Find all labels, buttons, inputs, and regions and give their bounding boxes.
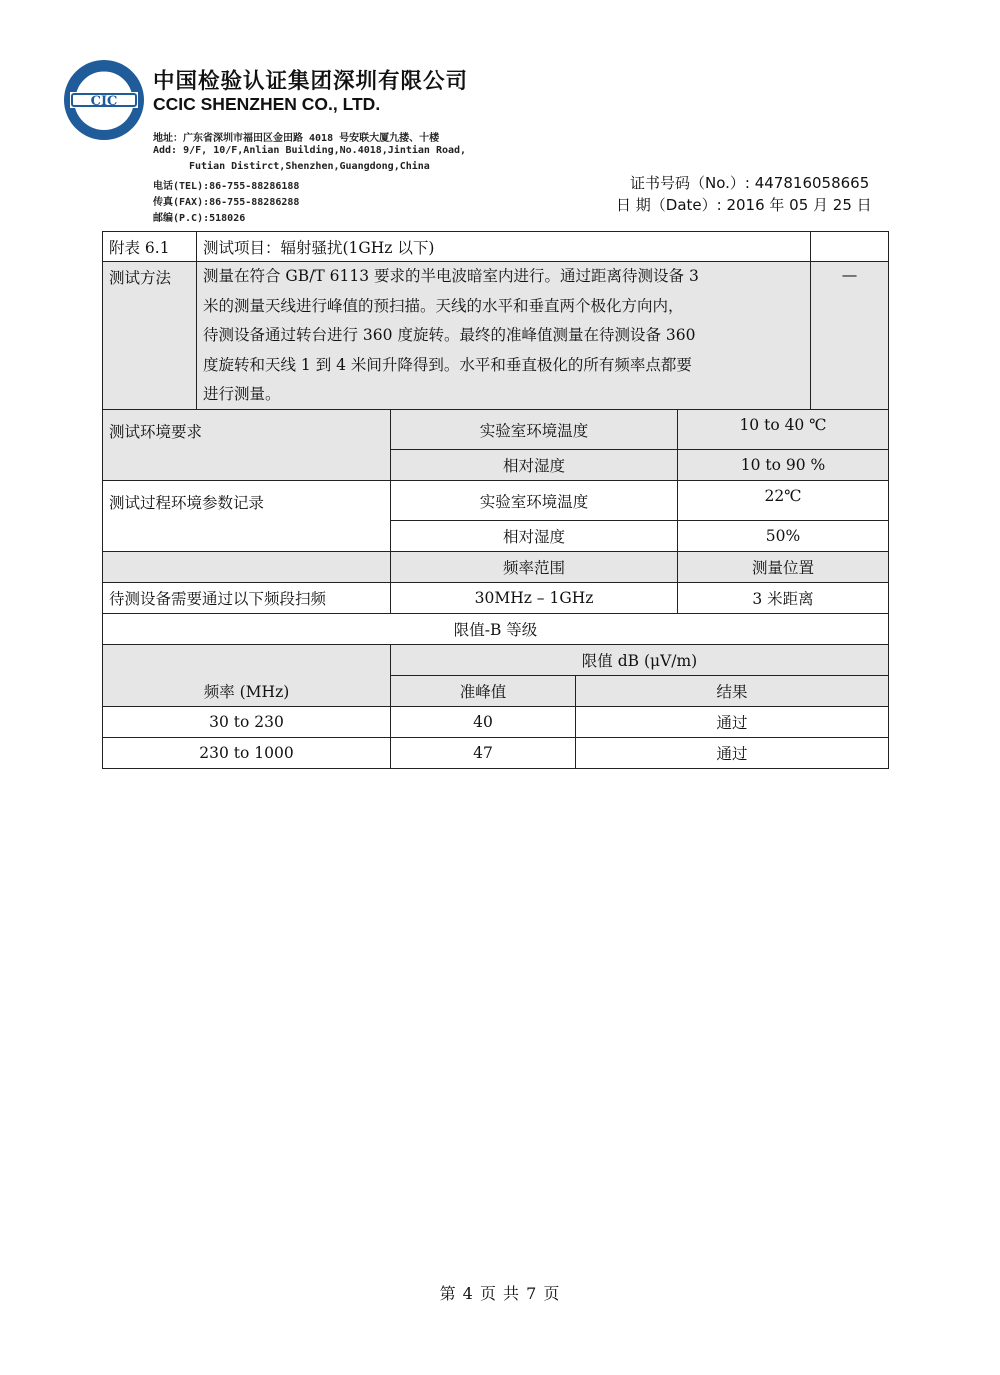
table-row <box>103 614 889 645</box>
table-row <box>103 645 889 676</box>
report-header <box>0 0 1000 230</box>
address-en-line-1: Add: 9/F, 10/F,Anlian Building,No.4018,Jintian Road, <box>153 145 467 156</box>
limit-header: 限值 dB (μV/m) <box>391 645 889 676</box>
postcode: 邮编(P.C):518026 <box>153 213 246 224</box>
measure-position: 3 米距离 <box>678 583 889 614</box>
logo-text: CIC <box>90 94 118 109</box>
lab-temp-record: 22℃ <box>678 481 889 521</box>
method-line: 待测设备通过转台进行 360 度旋转。最终的准峰值测量在待测设备 360 <box>203 326 696 344</box>
limit-result: 通过 <box>576 707 889 738</box>
freq-range-label: 频率范围 <box>391 552 678 583</box>
lab-temp-label: 实验室环境温度 <box>391 410 678 450</box>
ccic-logo-icon <box>62 58 146 142</box>
fax: 传真(FAX):86-755-88286288 <box>153 197 300 208</box>
certificate-date: 日 期（Date）: 2016 年 05 月 25 日 <box>616 196 872 214</box>
lab-temp-label: 实验室环境温度 <box>391 481 678 521</box>
humidity-record: 50% <box>678 521 889 552</box>
table-row <box>103 583 889 614</box>
scan-row-label: 待测设备需要通过以下频段扫频 <box>103 583 391 614</box>
test-item: 测试项目：辐射骚扰(1GHz 以下) <box>197 232 811 262</box>
table-row <box>103 552 889 583</box>
limit-quasi-peak: 47 <box>391 738 576 769</box>
address-en-line-2: Futian Distirct,Shenzhen,Guangdong,China <box>189 161 430 172</box>
company-name-en: CCIC SHENZHEN CO., LTD. <box>153 94 381 114</box>
environment-limits-table <box>102 409 889 769</box>
limit-frequency: 230 to 1000 <box>103 738 391 769</box>
table-row <box>103 707 889 738</box>
company-name-cn: 中国检验认证集团深圳有限公司 <box>153 69 469 94</box>
limit-frequency: 30 to 230 <box>103 707 391 738</box>
table-row <box>103 410 889 450</box>
limit-quasi-peak: 40 <box>391 707 576 738</box>
empty-cell <box>811 232 889 262</box>
position-label: 测量位置 <box>678 552 889 583</box>
table-row <box>103 738 889 769</box>
table-row <box>103 262 889 411</box>
method-line: 进行测量。 <box>203 385 281 403</box>
page-number: 第 4 页 共 7 页 <box>439 1284 561 1303</box>
method-label: 测试方法 <box>103 262 197 411</box>
address-cn: 地址：广东省深圳市福田区金田路 4018 号安联大厦九搂、十楼 <box>153 133 440 144</box>
lab-temp-requirement: 10 to 40 ℃ <box>678 410 889 450</box>
env-requirement-label: 测试环境要求 <box>103 410 391 481</box>
method-dash: — <box>811 262 889 411</box>
humidity-label: 相对湿度 <box>391 450 678 481</box>
method-description <box>197 262 811 411</box>
appendix-label: 附表 6.1 <box>103 232 197 262</box>
table-row <box>103 232 889 262</box>
humidity-requirement: 10 to 90 % <box>678 450 889 481</box>
method-line: 度旋转和天线 1 到 4 米间升降得到。水平和垂直极化的所有频率点都要 <box>203 355 692 374</box>
result-header: 结果 <box>576 676 889 707</box>
telephone: 电话(TEL):86-755-88286188 <box>153 181 300 192</box>
method-line: 测量在符合 GB/T 6113 要求的半电波暗室内进行。通过距离待测设备 3 <box>203 267 699 285</box>
freq-header: 频率 (MHz) <box>103 645 391 707</box>
limit-result: 通过 <box>576 738 889 769</box>
humidity-label: 相对湿度 <box>391 521 678 552</box>
test-item-table <box>102 231 889 411</box>
env-record-label: 测试过程环境参数记录 <box>103 481 391 552</box>
quasi-peak-header: 准峰值 <box>391 676 576 707</box>
table-row <box>103 481 889 521</box>
method-line: 米的测量天线进行峰值的预扫描。天线的水平和垂直两个极化方向内， <box>203 296 684 315</box>
empty-cell <box>103 552 391 583</box>
freq-range: 30MHz – 1GHz <box>391 583 678 614</box>
certificate-number: 证书号码（No.）: 447816058665 <box>630 174 870 192</box>
limit-class-title: 限值-B 等级 <box>103 614 889 645</box>
